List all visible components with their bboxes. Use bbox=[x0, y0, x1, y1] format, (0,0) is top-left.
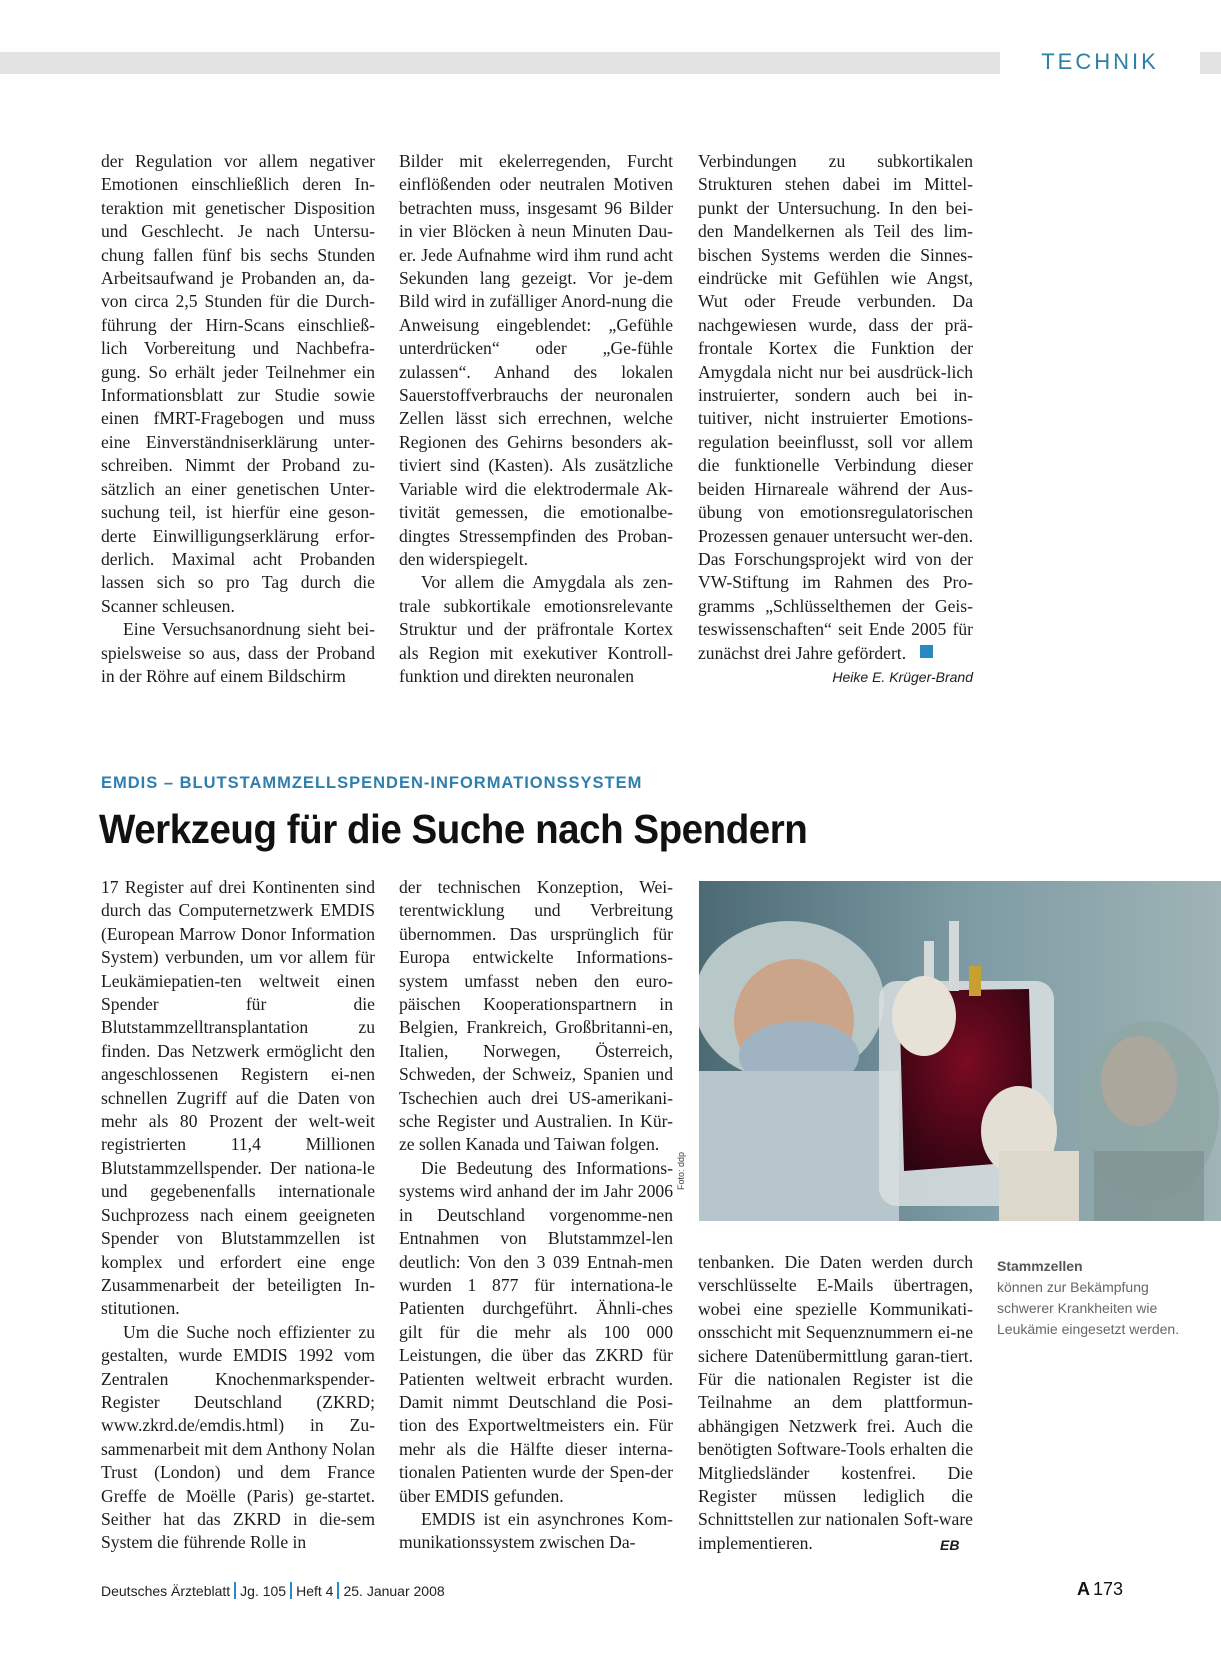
section-label: TECHNIK bbox=[1000, 48, 1200, 76]
article1-column-1 bbox=[101, 150, 375, 688]
article2-column-2 bbox=[399, 876, 673, 1555]
footer bbox=[101, 1582, 445, 1599]
end-mark-icon bbox=[920, 645, 933, 658]
paragraph bbox=[698, 150, 973, 665]
page-number-value: 173 bbox=[1092, 1579, 1123, 1599]
caption-title: Stammzellen bbox=[997, 1258, 1083, 1274]
article-kicker: EMDIS – BLUTSTAMMZELLSPENDEN-INFORMATIONSSYSTEM bbox=[101, 774, 643, 792]
page-prefix: A bbox=[1076, 1579, 1090, 1599]
paragraph: Die Bedeutung des Informations-systems wird anhand der im Jahr 2006 in Deutschland vorgenomme-nen Entnahmen von Blutstammzel-len deutlich: Von den 3 039 Entnah-men wurden 1 877 für internationa-le Patienten durchgeführt. Ähnli-ches gilt für die mehr als 100 000 Leistungen, die über das ZKRD für Patienten weltweit erbracht wurden. Damit nimmt Deutschland die Posi-tion des Exportweltmeisters ein. Für mehr als die Hälfte dieser interna-tionalen Patienten wurde der Spen-der über EMDIS gefunden. bbox=[399, 1157, 673, 1506]
volume: Jg. 105 bbox=[240, 1583, 287, 1599]
article2-column-1 bbox=[101, 876, 375, 1555]
stem-cell-photo bbox=[699, 881, 1221, 1221]
paragraph: der Regulation vor allem negativer Emotionen einschließlich deren In-teraktion mit genetischer Disposition und Geschlecht. Je nach Untersu-chung fallen fünf bis sechs Stunden Arbeitsaufwand je Probanden an, da-von circa 2,5 Stunden für die Durch-führung der Hirn-Scans einschließ-lich Vorbereitung und Nachbefra-gung. So erhält jeder Teilnehmer ein Informationsblatt zur Studie sowie einen fMRT-Fragebogen und muss eine Einverständniserklärung unter-schreiben. Nimmt der Proband zu-sätzlich an einer genetischen Unter-suchung teil, ist hierfür eine geson-derte Einwilligungserklärung erfor-derlich. Maximal acht Probanden lassen sich so pro Tag durch die Scanner schleusen. bbox=[101, 151, 375, 616]
article-signature: EB bbox=[940, 1537, 960, 1553]
paragraph: Bilder mit ekelerregenden, Furcht einflößenden oder neutralen Motiven betrachten muss, insgesamt 96 Bilder in vier Blöcken à neun Minuten Dau-er. Jede Aufnahme wird ihm rund acht Sekunden lang gezeigt. Vor je-dem Bild wird in zufälliger Anord-nung die Anweisung eingeblendet: „Gefühle unterdrücken“ oder „Ge-fühle zulassen“. Anhand des lokalen Sauerstoffverbrauchs der neuronalen Zellen lässt sich errechnen, welche Regionen des Gehirns besonders ak-tiviert sind (Kasten). Als zusätzliche Variable wird die elektrodermale Ak-tivität gemessen, die emotionalbe-dingtes Stressempfinden des Proban-den widerspiegelt. bbox=[399, 151, 673, 569]
paragraph: Vor allem die Amygdala als zen-trale subkortikale emotionsrelevante Struktur und der präfrontale Kortex als Region mit exekutiver Kontroll-funktion und direkten neuronalen bbox=[399, 572, 673, 686]
photo-credit: Foto: ddp bbox=[676, 1151, 686, 1190]
article-headline: Werkzeug für die Suche nach Spendern bbox=[99, 806, 808, 852]
separator bbox=[234, 1582, 236, 1599]
page-number bbox=[1077, 1579, 1123, 1600]
photo-caption bbox=[997, 1256, 1207, 1340]
article1-column-3 bbox=[698, 150, 973, 665]
issue-date: 25. Januar 2008 bbox=[343, 1583, 445, 1599]
article-author: Heike E. Krüger-Brand bbox=[832, 669, 973, 685]
photo-illustration bbox=[699, 881, 1221, 1221]
paragraph: der technischen Konzeption, Wei-terentwicklung und Verbreitung übernommen. Das ursprünglich für Europa entwickelte Informations-system umfasst neben den euro-päischen Kooperationspartnern in Belgien, Frankreich, Großbritanni-en, Italien, Norwegen, Österreich, Schweden, der Schweiz, Spanien und Tschechien auch drei US-amerikani-sche Register und Australien. In Kür-ze sollen Kanada und Taiwan folgen. bbox=[399, 877, 673, 1155]
paragraph-text: Verbindungen zu subkortikalen Strukturen stehen dabei im Mittel-punkt der Untersuchung. In den bei-den Mandelkernen als Teil des lim-bischen Systems werden die Sinnes-eindrücke mit Gefühlen wie Angst, Wut oder Freude verbunden. Da nachgewiesen wurde, dass der prä-frontale Kortex die Funktion der Amygdala nicht nur bei ausdrück-lich instruierter, sondern auch bei in-tuitiver, nicht instruierter Emotions-regulation beeinflusst, soll vor allem die funktionelle Verbindung dieser beiden Hirnareale während der Aus-übung von emotionsregulatorischen Prozessen genauer untersucht wer-den. Das Forschungsprojekt wird von der VW-Stiftung im Rahmen des Pro-gramms „Schlüsselthemen der Geis-teswissenschaften“ seit Ende 2005 für zunächst drei Jahre gefördert. bbox=[698, 151, 973, 663]
separator bbox=[290, 1582, 292, 1599]
paragraph: EMDIS ist ein asynchrones Kom-munikationssystem zwischen Da- bbox=[399, 1508, 673, 1553]
article1-column-2 bbox=[399, 150, 673, 688]
journal-name: Deutsches Ärzteblatt bbox=[101, 1583, 231, 1599]
article2-column-3 bbox=[698, 1251, 973, 1555]
paragraph: tenbanken. Die Daten werden durch verschlüsselte E-Mails übertragen, wobei eine spezielle Kommunikati-onsschicht mit Sequenznummern ei-ne sichere Datenübermittlung garan-tiert. Für die nationalen Register ist die Teilnahme an dem plattformun-abhängigen Netzwerk frei. Auch die benötigten Software-Tools erhalten die Mitgliedsländer kostenfrei. Die Register müssen lediglich die Schnittstellen zur nationalen Soft-ware implementieren. bbox=[698, 1252, 973, 1553]
paragraph: Eine Versuchsanordnung sieht bei-spielsweise so aus, dass der Proband in der Röhre auf einem Bildschirm bbox=[101, 619, 375, 686]
caption-text: können zur Bekämpfung schwerer Krankheiten wie Leukämie eingesetzt werden. bbox=[997, 1279, 1180, 1337]
separator bbox=[337, 1582, 339, 1599]
paragraph: 17 Register auf drei Kontinenten sind durch das Computernetzwerk EMDIS (European Marrow Donor Information System) verbunden, um vor allem für Leukämiepatien-ten weltweit einen Spender für die Blutstammzelltransplantation zu finden. Das Netzwerk ermöglicht den angeschlossenen Registern ei-nen schnellen Zugriff auf die Daten von mehr als 80 Prozent der welt-weit registrierten 11,4 Millionen Blutstammzellspender. Der nationa-le und gegebenenfalls internationale Suchprozess nach einem geeigneten Spender von Blutstammzellen ist komplex und erfordert eine enge Zusammenarbeit der beteiligten In-stitutionen. bbox=[101, 877, 375, 1319]
issue: Heft 4 bbox=[296, 1583, 334, 1599]
paragraph: Um die Suche noch effizienter zu gestalten, wurde EMDIS 1992 vom Zentralen Knochenmarkspender-Register Deutschland (ZKRD; www.zkrd.de/emdis.html) in Zu-sammenarbeit mit dem Anthony Nolan Trust (London) und dem France Greffe de Moëlle (Paris) ge-startet. Seither hat das ZKRD in die-sem System die führende Rolle in bbox=[101, 1321, 375, 1553]
